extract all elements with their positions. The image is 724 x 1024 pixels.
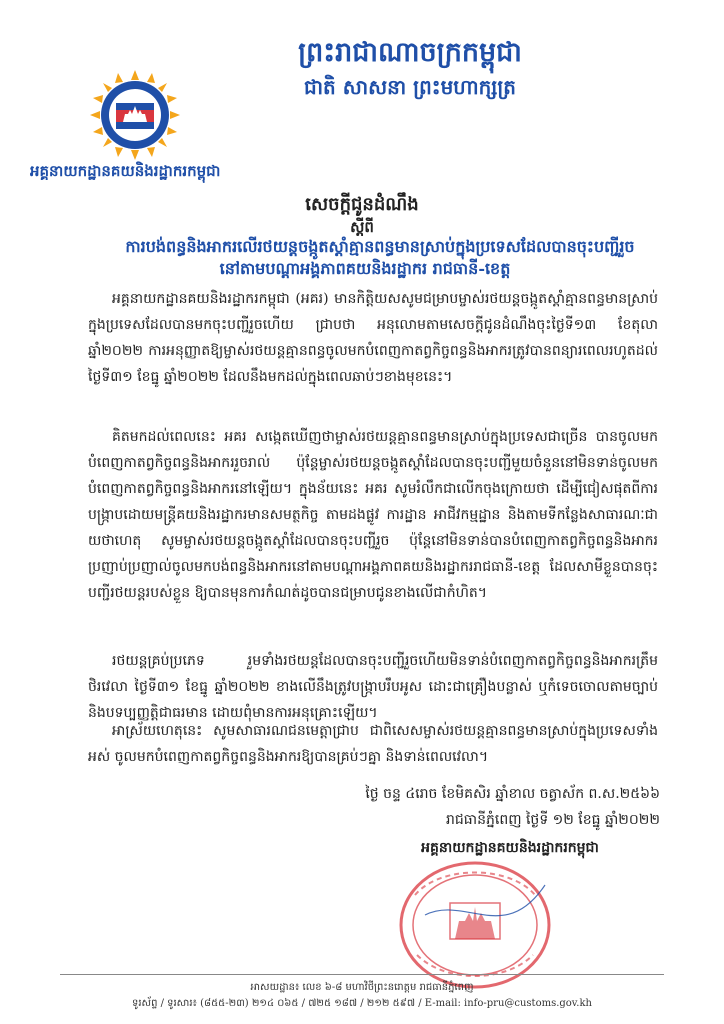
about-label: ស្តីពី	[350, 218, 374, 236]
signature-department: អគ្គនាយកដ្ឋានគយនិងរដ្ឋាករកម្ពុជា	[421, 840, 599, 856]
notice-label: សេចក្តីជូនដំណឹង	[305, 194, 419, 215]
date-solar: រាជធានីភ្នំពេញ ថ្ងៃទី ១២ ខែធ្នូ ឆ្នាំ២០២២	[446, 812, 660, 828]
date-lunar: ថ្ងៃ ចន្ទ ៤រោច ខែមិគសិរ ឆ្នាំខាល ចត្វាស័ក ព.ស.២៥៦៦	[365, 786, 660, 802]
footer-address: អាសយដ្ឋាន៖ លេខ ៦-៨ មហាវិថីព្រះនរោត្តម រាជធានីភ្នំពេញ	[250, 982, 474, 993]
footer-divider	[60, 974, 664, 975]
department-logo-icon	[90, 70, 180, 160]
notice-heading-line-1: ការបង់ពន្ធនិងអាករលើរថយន្តចង្កូតស្តាំគ្មានពន្ធមានស្រាប់ក្នុងប្រទេសដែលបានចុះបញ្ជីរួច	[125, 237, 635, 256]
footer-contact: ទូរស័ព្ទ / ទូរសារ៖ (៨៥៥-២៣) ២១៤ ០៦៥ / ៧២៥ ១៨៧ / ២១២ ៥៩៧ / E-mail: info-pru@customs.gov.kh	[132, 998, 592, 1009]
body-paragraph-2: គិតមកដល់ពេលនេះ អគរ សង្កេតឃើញថាម្ចាស់រថយន្តគ្មានពន្ធមានស្រាប់ក្នុងប្រទេសជាច្រើន បានចូលមកបំពេញកាតព្វកិច្ចពន្ធនិងអាកររួចរាល់ ប៉ុន្តែម្ចាស់រថយន្តចង្កូតស្តាំដែលបានចុះបញ្ជីមួយចំនួននៅមិនទាន់ចូលមកបំពេញកាតព្វកិច្ចពន្ធនិងអាករនៅឡើយ។ ក្នុងន័យនេះ អគរ សូមរំលឹកជាលើកចុងក្រោយថា ដើម្បីជៀសផុតពីការបង្ក្រាបដោយមន្ត្រីគយនិងរដ្ឋាករមានសមត្ថកិច្ច តាមដងផ្លូវ ការដ្ឋាន អាជីវកម្មដ្ឋាន និងតាមទីកន្លែងសាធារណៈជាយថាហេតុ សូមម្ចាស់រថយន្តចង្កូតស្តាំដែលបានចុះបញ្ជីរួច ប៉ុន្តែនៅមិនទាន់បានបំពេញកាតព្វកិច្ចពន្ធនិងអាករ ប្រញាប់ប្រញាល់ចូលមកបង់ពន្ធនិងអាករនៅតាមបណ្តាអង្គភាពគយនិងរដ្ឋាកររាជធានី-ខេត្ត ដែលសាមីខ្លួនបានចុះបញ្ជីរថយន្តរបស់ខ្លួន ឱ្យបានមុនការកំណត់ដូចបានជម្រាបជូនខាងលើជាកំហិត។	[88, 429, 658, 601]
body-paragraph-3: រថយន្តគ្រប់ប្រភេទ រួមទាំងរថយន្តដែលបានចុះបញ្ជីរួចហើយមិនទាន់បំពេញកាតព្វកិច្ចពន្ធនិងអាករត្រឹមថិរវេលា ថ្ងៃទី៣១ ខែធ្នូ ឆ្នាំ២០២២ ខាងលើនឹងត្រូវបង្ក្រាបរឹបអូស ដោះជាគ្រឿងបន្លាស់ ឬកំទេចចោលតាមច្បាប់ និងបទប្បញ្ញត្តិជាធរមាន ដោយពុំមានការអនុគ្រោះឡើយ។	[88, 653, 658, 721]
notice-heading-line-2: នៅតាមបណ្តាអង្គភាពគយនិងរដ្ឋាករ រាជធានី-ខេត្ត	[219, 259, 511, 278]
department-name: អគ្គនាយកដ្ឋានគយនិងរដ្ឋាករកម្ពុជា	[30, 162, 221, 180]
body-paragraph-4: អាស្រ័យហេតុនេះ សូមសាធារណជនមេត្តាជ្រាប ជាពិសេសម្ចាស់រថយន្តគ្មានពន្ធមានស្រាប់ក្នុងប្រទេសទាំងអស់ ចូលមកបំពេញកាតព្វកិច្ចពន្ធនិងអាករឱ្យបានគ្រប់ៗគ្នា និងទាន់ពេលវេលា។	[88, 723, 658, 765]
body-paragraph-1: អគ្គនាយកដ្ឋានគយនិងរដ្ឋាករកម្ពុជា (អគរ) មានកិត្តិយសសូមជម្រាបម្ចាស់រថយន្តចង្កូតស្តាំគ្មានពន្ធមានស្រាប់ក្នុងប្រទេសដែលបានមកចុះបញ្ជីរួចហើយ ជ្រាបថា អនុលោមតាមសេចក្តីជូនដំណឹងចុះថ្ងៃទី១៣ ខែតុលា ឆ្នាំ២០២២ ការអនុញ្ញាតឱ្យម្ចាស់រថយន្តគ្មានពន្ធចូលមកបំពេញកាតព្វកិច្ចពន្ធនិងអាករត្រូវបានពន្យារពេលរហូតដល់ ថ្ងៃទី៣១ ខែធ្នូ ឆ្នាំ២០២២ ដែលនឹងមកដល់ក្នុងពេលឆាប់ៗខាងមុខនេះ។	[88, 291, 658, 385]
kingdom-title: ព្រះរាជាណាចក្រកម្ពុជា	[298, 37, 522, 68]
official-stamp-icon	[395, 855, 555, 990]
kingdom-motto: ជាតិ សាសនា ព្រះមហាក្សត្រ	[304, 75, 516, 99]
